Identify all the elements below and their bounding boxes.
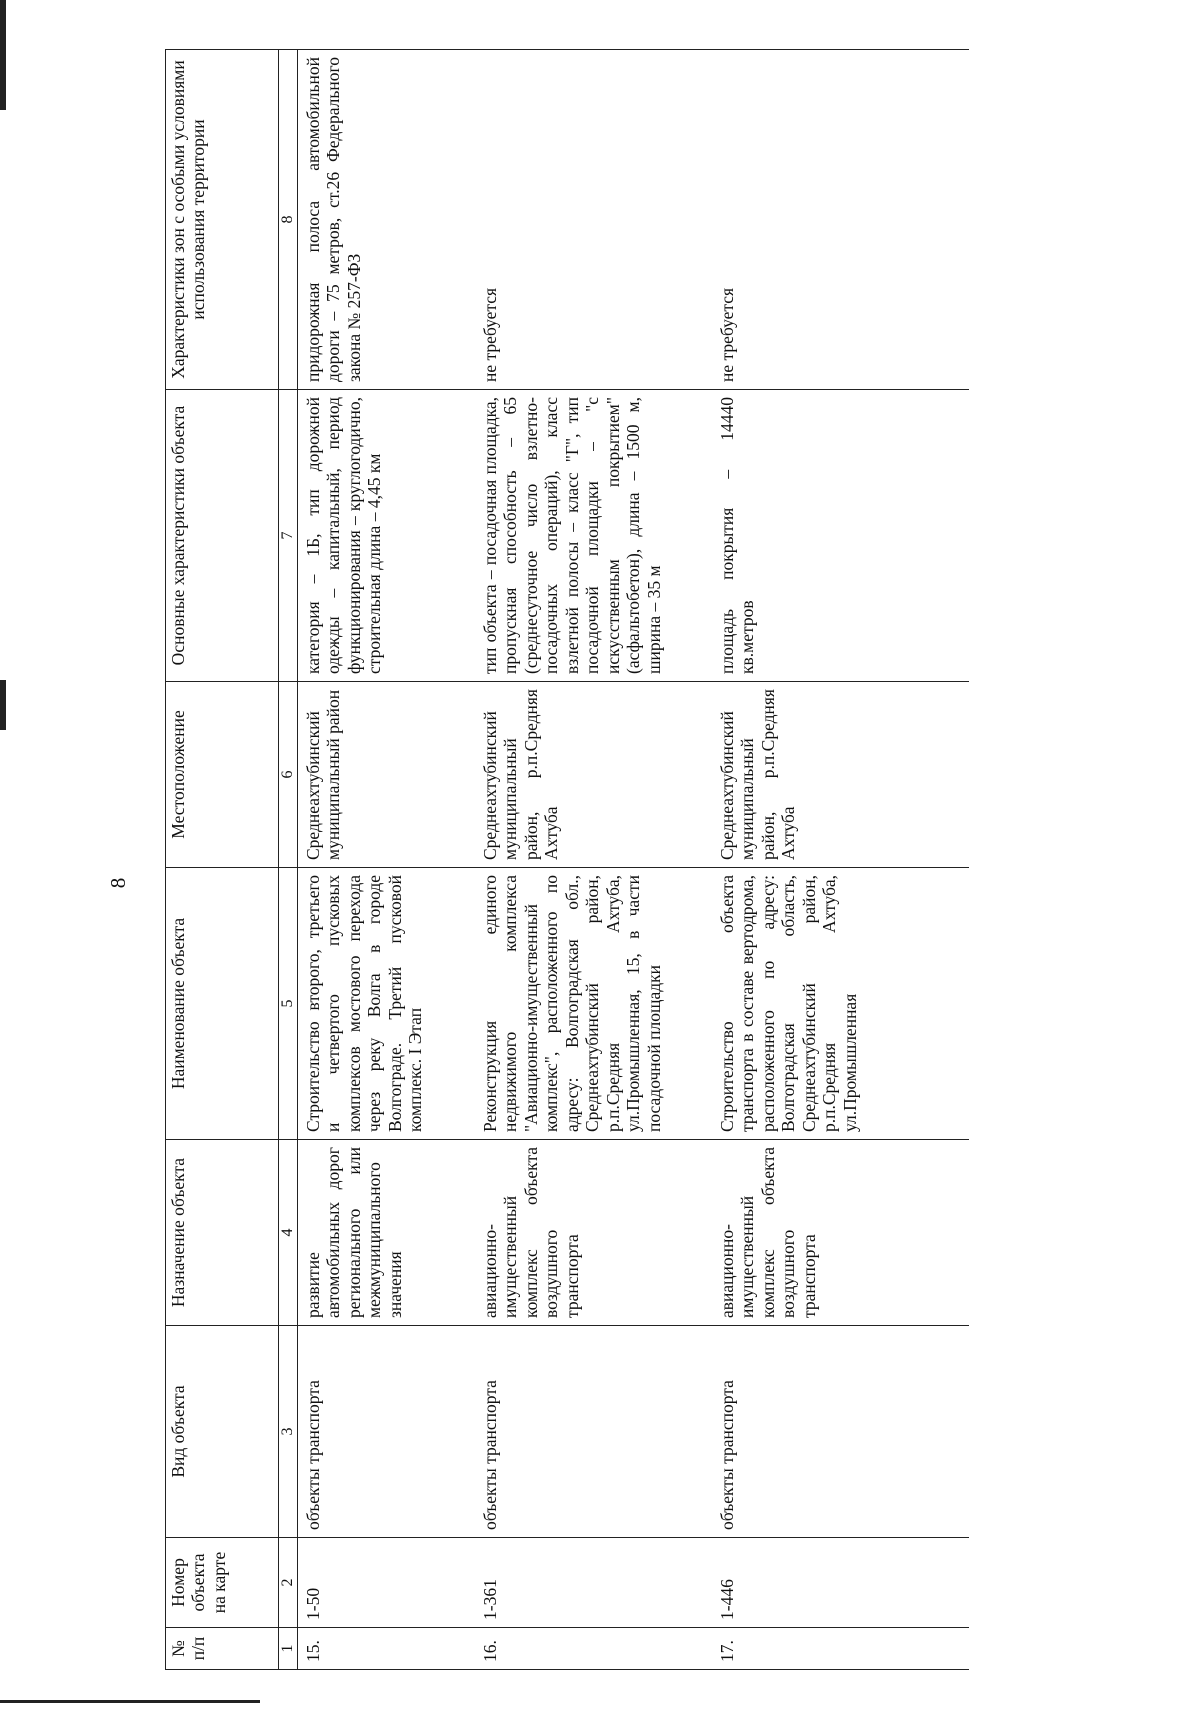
header-cell: Номер объекта на карте bbox=[166, 1538, 279, 1628]
column-number: 5 bbox=[279, 868, 298, 1140]
header-row bbox=[166, 50, 279, 1670]
zone-characteristics: не требуется bbox=[475, 50, 712, 390]
object-characteristics: тип объекта – посадочная площадка, пропускная способность – 65 (среднесуточное число взлетно-посадочных операций), класс взлетной полосы – класс "Г", тип посадочной площадки – "с искусственным покрытием" (асфальтобетон), длина – 1500 м, ширина – 35 м bbox=[475, 390, 712, 682]
header-cell: Основные характеристики объекта bbox=[166, 390, 279, 682]
header-cell: № п/п bbox=[166, 1628, 279, 1670]
object-location: Среднеахтубинский муниципальный район bbox=[298, 682, 476, 868]
table-row bbox=[298, 50, 476, 1670]
object-name: Строительство объекта транспорта в составе вертодрома, расположенного по адресу: Волгоградская область, Среднеахтубинский район, р.п.Средняя Ахтуба, ул.Промышленная bbox=[712, 868, 969, 1140]
object-characteristics: категория – 1Б, тип дорожной одежды – капитальный, период функционирования – круглогодично, строительная длина – 4,45 км bbox=[298, 390, 476, 682]
column-number: 4 bbox=[279, 1140, 298, 1326]
table-row bbox=[475, 50, 712, 1670]
scan-edge-bottom bbox=[0, 1700, 260, 1703]
zone-characteristics: придорожная полоса автомобильной дороги – 75 метров, ст.26 Федерального закона № 257-ФЗ bbox=[298, 50, 476, 390]
table-row bbox=[712, 50, 969, 1670]
zone-characteristics: не требуется bbox=[712, 50, 969, 390]
page-number: 8 bbox=[106, 877, 130, 889]
header-cell: Назначение объекта bbox=[166, 1140, 279, 1326]
object-type: объекты транспорта bbox=[712, 1326, 969, 1538]
column-number-row bbox=[279, 50, 298, 1670]
row-number: 17. bbox=[712, 1628, 969, 1670]
scan-edge-top bbox=[0, 0, 6, 110]
map-number: 1-361 bbox=[475, 1538, 712, 1628]
scan-edge-middle bbox=[0, 680, 6, 730]
map-number: 1-446 bbox=[712, 1538, 969, 1628]
rotated-table-container bbox=[165, 50, 1045, 1670]
row-number: 15. bbox=[298, 1628, 476, 1670]
header-cell: Наименование объекта bbox=[166, 868, 279, 1140]
object-name: Строительство второго, третьего и четвертого пусковых комплексов мостового перехода через реку Волга в городе Волгограде. Третий пусковой комплекс. I Этап bbox=[298, 868, 476, 1140]
object-purpose: авиационно-имущественный комплекс объекта воздушного транспорта bbox=[712, 1140, 969, 1326]
row-number: 16. bbox=[475, 1628, 712, 1670]
object-location: Среднеахтубинский муниципальный район, р.п.Средняя Ахтуба bbox=[712, 682, 969, 868]
column-number: 3 bbox=[279, 1326, 298, 1538]
header-cell: Вид объекта bbox=[166, 1326, 279, 1538]
column-number: 6 bbox=[279, 682, 298, 868]
column-number: 2 bbox=[279, 1538, 298, 1628]
objects-table bbox=[165, 49, 969, 1670]
object-type: объекты транспорта bbox=[475, 1326, 712, 1538]
object-purpose: авиационно-имущественный комплекс объекта воздушного транспорта bbox=[475, 1140, 712, 1326]
object-type: объекты транспорта bbox=[298, 1326, 476, 1538]
column-number: 8 bbox=[279, 50, 298, 390]
header-cell: Характеристики зон с особыми условиями использования территории bbox=[166, 50, 279, 390]
column-number: 1 bbox=[279, 1628, 298, 1670]
object-purpose: развитие автомобильных дорог регионального или межмуниципального значения bbox=[298, 1140, 476, 1326]
object-location: Среднеахтубинский муниципальный район, р.п.Средняя Ахтуба bbox=[475, 682, 712, 868]
object-characteristics: площадь покрытия – 14440 кв.метров bbox=[712, 390, 969, 682]
column-number: 7 bbox=[279, 390, 298, 682]
map-number: 1-50 bbox=[298, 1538, 476, 1628]
header-cell: Местоположение bbox=[166, 682, 279, 868]
object-name: Реконструкция единого недвижимого комплекса "Авиационно-имущественный комплекс", расположенного по адресу: Волгоградская обл., Среднеахтубинский район, р.п.Средняя Ахтуба, ул.Промышленная, 15, в части посадочной площадки bbox=[475, 868, 712, 1140]
